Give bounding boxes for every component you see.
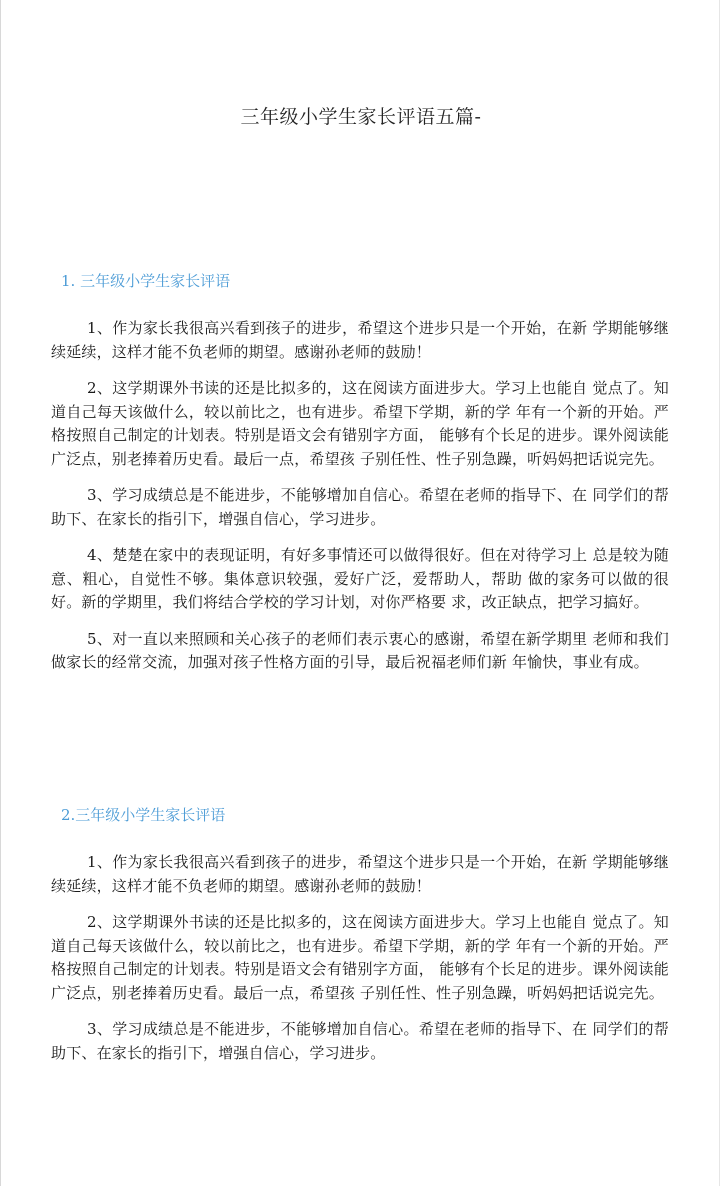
section-2 [1,804,720,1078]
paragraph: 3、学习成绩总是不能进步，不能够增加自信心。希望在老师的指导下、在 同学们的帮助下、在家长的指引下，增强自信心，学习进步。 [51,1020,669,1062]
section-body [1,851,720,1065]
paragraph: 4、楚楚在家中的表现证明，有好多事情还可以做得很好。但在对待学习上 总是较为随意、粗心，自觉性不够。集体意识较强，爱好广泛，爱帮助人，帮助 做的家务可以做的很好。新的学期里，我们将结合学校的学习计划，对你严格要 求，改正缺点，把学习搞好。 [51,546,669,611]
section-body [1,317,720,675]
paragraph: 2、这学期课外书读的还是比拟多的，这在阅读方面进步大。学习上也能自 觉点了。知道自己每天该做什么，较以前比之，也有进步。希望下学期，新的学 年有一个新的开始。严格按照自己制定的计划表。特别是语文会有错别字方面， 能够有个长足的进步。课外阅读能广泛点，别老捧着历史看。最后一点，希望孩 子别任性、性子别急躁，听妈妈把话说完先。 [51,913,669,1002]
paragraph: 1、作为家长我很高兴看到孩子的进步，希望这个进步只是一个开始，在新 学期能够继续延续，这样才能不负老师的期望。感谢孙老师的鼓励！ [51,319,669,361]
paragraph: 1、作为家长我很高兴看到孩子的进步，希望这个进步只是一个开始，在新 学期能够继续延续，这样才能不负老师的期望。感谢孙老师的鼓励！ [51,853,669,895]
section-heading: 2.三年级小学生家长评语 [61,806,226,824]
paragraph: 2、这学期课外书读的还是比拟多的，这在阅读方面进步大。学习上也能自 觉点了。知道自己每天该做什么，较以前比之，也有进步。希望下学期，新的学 年有一个新的开始。严格按照自己制定的计划表。特别是语文会有错别字方面， 能够有个长足的进步。课外阅读能广泛点，别老捧着历史看。最后一点，希望孩 子别任性、性子别急躁，听妈妈把话说完先。 [51,379,669,468]
section-heading: 1. 三年级小学生家长评语 [61,272,231,290]
paragraph: 3、学习成绩总是不能进步，不能够增加自信心。希望在老师的指导下、在 同学们的帮助下、在家长的指引下，增强自信心，学习进步。 [51,486,669,528]
paragraph: 5、对一直以来照顾和关心孩子的老师们表示衷心的感谢，希望在新学期里 老师和我们做家长的经常交流，加强对孩子性格方面的引导，最后祝福老师们新 年愉快，事业有成。 [51,629,669,671]
document-title: 三年级小学生家长评语五篇- [240,106,482,128]
section-1 [1,270,720,688]
